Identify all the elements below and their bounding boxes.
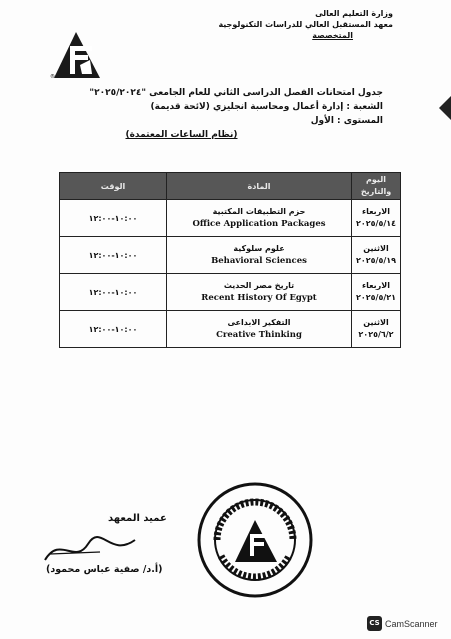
day: الاثنين xyxy=(363,318,389,327)
subject-arabic: حزم التطبيقات المكتبية xyxy=(212,207,306,216)
table-row xyxy=(60,274,401,311)
date: ٢٠٢٥/٦/٢ xyxy=(358,330,394,339)
subject-cell xyxy=(167,200,352,237)
day: الاثنين xyxy=(363,244,389,253)
header-subject: المادة xyxy=(167,173,352,200)
table-row xyxy=(60,237,401,274)
department-line: الشعبة : إدارة أعمال ومحاسبة انجليزي (لائحة قديمة) xyxy=(150,102,383,112)
exam-headings xyxy=(40,86,383,142)
time-cell: ١٠:٠٠-١٢:٠٠ xyxy=(60,237,167,274)
table-row xyxy=(60,311,401,348)
day-date-cell xyxy=(352,200,401,237)
registered-mark: ® xyxy=(50,74,55,80)
ministry-line-1: وزارة التعليم العالى xyxy=(315,9,393,18)
header-time: الوقت xyxy=(60,173,167,200)
day-date-cell xyxy=(352,311,401,348)
ministry-line-2: معهد المستقبل العالي للدراسات التكنولوجية xyxy=(218,20,393,29)
institute-logo xyxy=(50,30,105,80)
subject-english: Creative Thinking xyxy=(216,330,302,340)
subject-cell xyxy=(167,311,352,348)
subject-cell xyxy=(167,274,352,311)
table-row xyxy=(60,200,401,237)
table-header-row xyxy=(60,173,401,200)
subject-arabic: تاريخ مصر الحديث xyxy=(223,281,295,290)
day-date-cell xyxy=(352,237,401,274)
camscanner-label: CamScanner xyxy=(385,619,438,629)
dean-title: عميد المعهد xyxy=(108,513,167,524)
time-cell: ١٠:٠٠-١٢:٠٠ xyxy=(60,311,167,348)
date: ٢٠٢٥/٥/١٩ xyxy=(355,256,397,265)
time-cell: ١٠:٠٠-١٢:٠٠ xyxy=(60,274,167,311)
exam-schedule-table xyxy=(59,172,401,348)
date: ٢٠٢٥/٥/٢١ xyxy=(355,293,397,302)
subject-arabic: التفكير الابداعى xyxy=(227,318,291,327)
ministry-header xyxy=(193,8,393,41)
exam-title: جدول امتحانات الفصل الدراسى الثاني للعام الجامعى "٢٠٢٥/٢٠٢٤" xyxy=(89,88,383,98)
subject-english: Recent History Of Egypt xyxy=(201,293,317,303)
subject-english: Behavioral Sciences xyxy=(211,256,307,266)
subject-arabic: علوم سلوكية xyxy=(233,244,285,253)
day-date-cell xyxy=(352,274,401,311)
system-line: (نظام الساعات المعتمدة) xyxy=(125,130,238,140)
header-day-date: اليوم والتاريخ xyxy=(352,173,401,200)
ministry-line-3: المتخصصة xyxy=(312,31,353,40)
dean-name: (أ.د/ صفية عباس محمود) xyxy=(46,564,163,575)
time-cell: ١٠:٠٠-١٢:٠٠ xyxy=(60,200,167,237)
camscanner-icon: CS xyxy=(367,616,382,631)
scan-edge-mark xyxy=(439,96,451,120)
subject-cell xyxy=(167,237,352,274)
date: ٢٠٢٥/٥/١٤ xyxy=(355,219,397,228)
day: الاربعاء xyxy=(362,207,390,216)
subject-english: Office Application Packages xyxy=(192,219,326,229)
level-line: المستوى : الأول xyxy=(310,116,383,126)
institute-stamp xyxy=(195,480,315,600)
day: الاربعاء xyxy=(362,281,390,290)
